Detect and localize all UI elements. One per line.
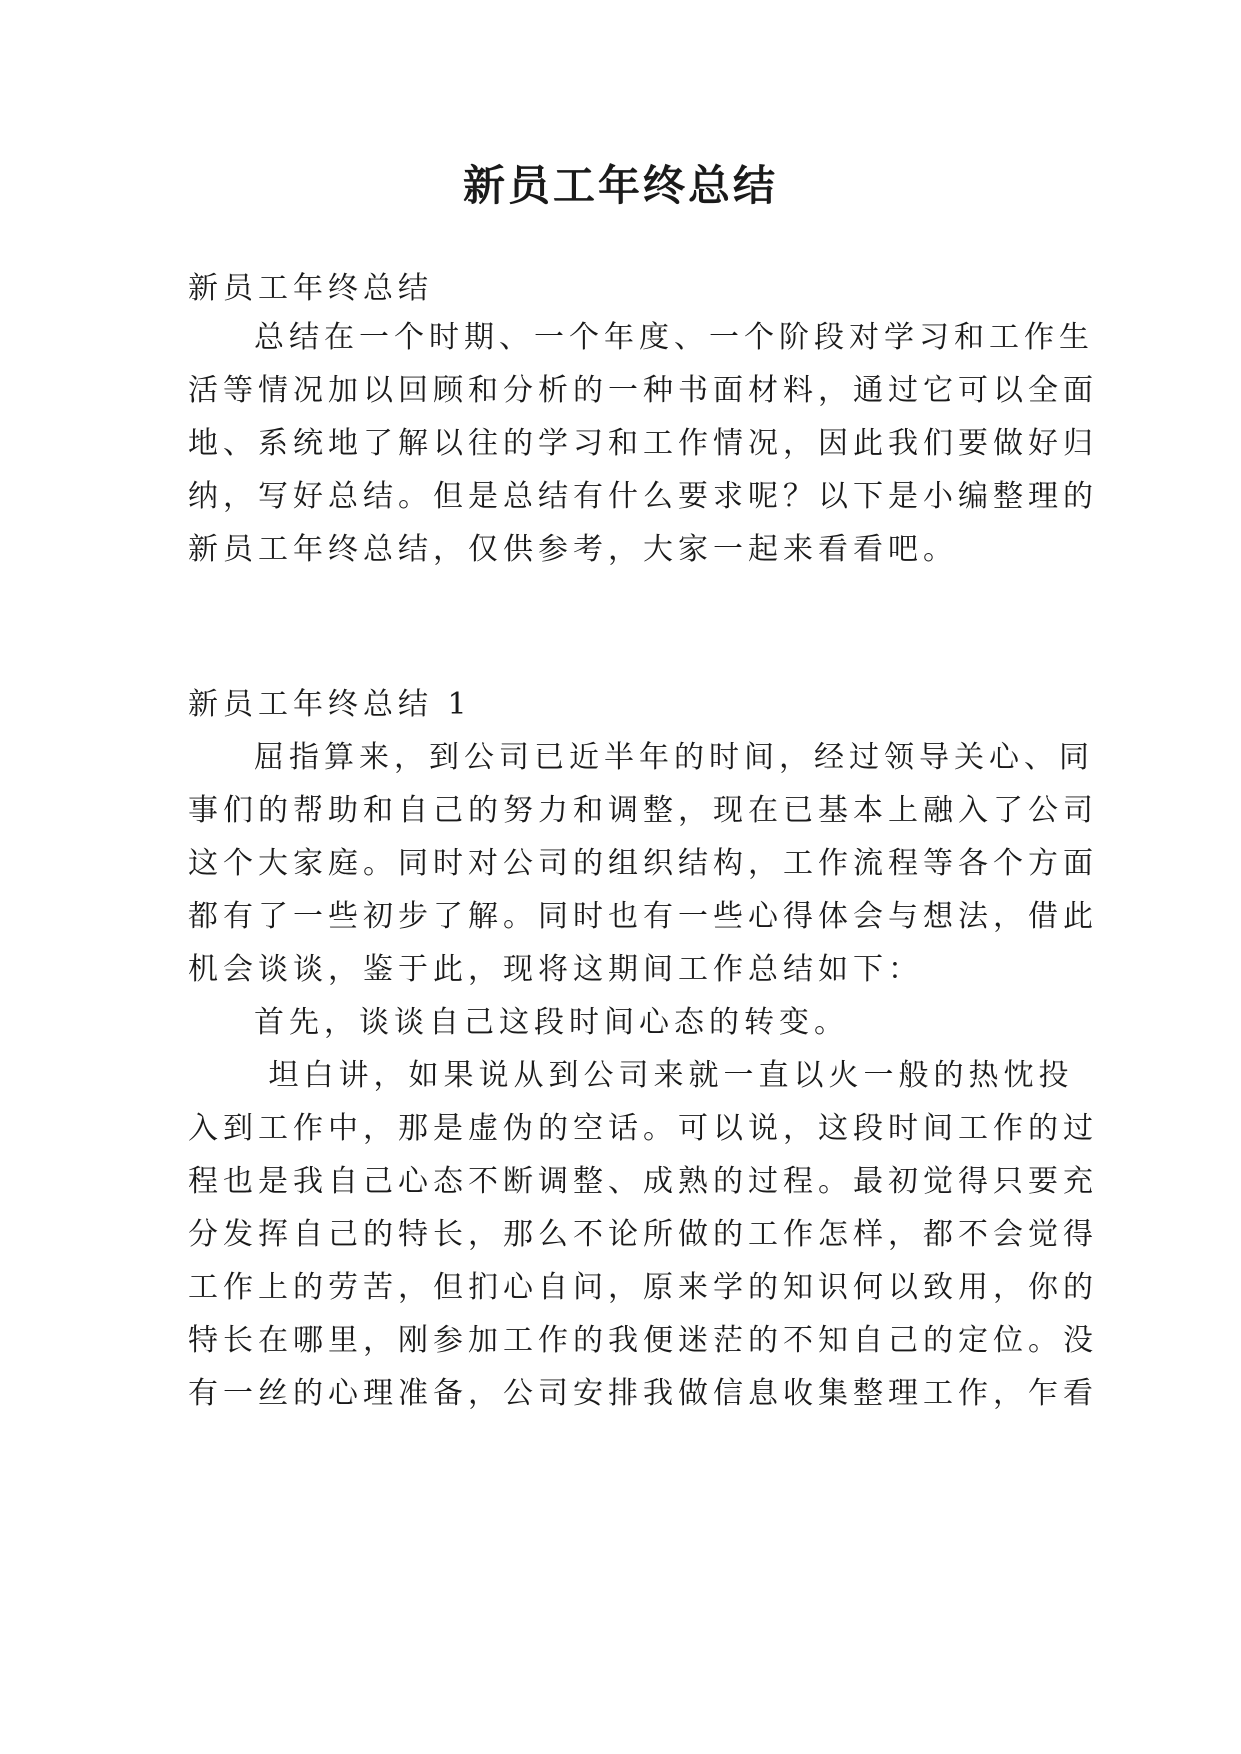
section1-para3-line: 有一丝的心理准备，公司安排我做信息收集整理工作，乍看 — [188, 1376, 1098, 1411]
intro-line: 地、系统地了解以往的学习和工作情况，因此我们要做好归 — [188, 426, 1098, 461]
section1-para1-line: 这个大家庭。同时对公司的组织结构，工作流程等各个方面 — [188, 846, 1098, 881]
section1-para3-line: 坦白讲，如果说从到公司来就一直以火一般的热忱投 — [254, 1058, 1074, 1093]
section1-para3-line: 程也是我自己心态不断调整、成熟的过程。最初觉得只要充 — [188, 1164, 1098, 1199]
section1-para3-line: 工作上的劳苦，但扪心自问，原来学的知识何以致用，你的 — [188, 1270, 1098, 1305]
section1-para3-line: 分发挥自己的特长，那么不论所做的工作怎样，都不会觉得 — [188, 1217, 1098, 1252]
section1-para2: 首先，谈谈自己这段时间心态的转变。 — [254, 1005, 849, 1040]
section1-para3-line: 特长在哪里，刚参加工作的我便迷茫的不知自己的定位。没 — [188, 1323, 1098, 1358]
intro-heading: 新员工年终总结 — [188, 271, 433, 306]
section1-para1-line: 事们的帮助和自己的努力和调整，现在已基本上融入了公司 — [188, 793, 1098, 828]
section1-para1-line: 都有了一些初步了解。同时也有一些心得体会与想法，借此 — [188, 899, 1098, 934]
section1-para1-line: 机会谈谈，鉴于此，现将这期间工作总结如下： — [188, 952, 923, 987]
document-title: 新员工年终总结 — [462, 161, 778, 210]
intro-line: 活等情况加以回顾和分析的一种书面材料，通过它可以全面 — [188, 373, 1098, 408]
section1-para3-line: 入到工作中，那是虚伪的空话。可以说，这段时间工作的过 — [188, 1111, 1098, 1146]
intro-line: 新员工年终总结，仅供参考，大家一起来看看吧。 — [188, 532, 958, 567]
intro-line: 总结在一个时期、一个年度、一个阶段对学习和工作生 — [254, 320, 1094, 355]
section1-para1-line: 屈指算来，到公司已近半年的时间，经过领导关心、同 — [254, 740, 1094, 775]
intro-line: 纳，写好总结。但是总结有什么要求呢？以下是小编整理的 — [188, 479, 1098, 514]
section1-heading: 新员工年终总结 1 — [188, 687, 472, 722]
